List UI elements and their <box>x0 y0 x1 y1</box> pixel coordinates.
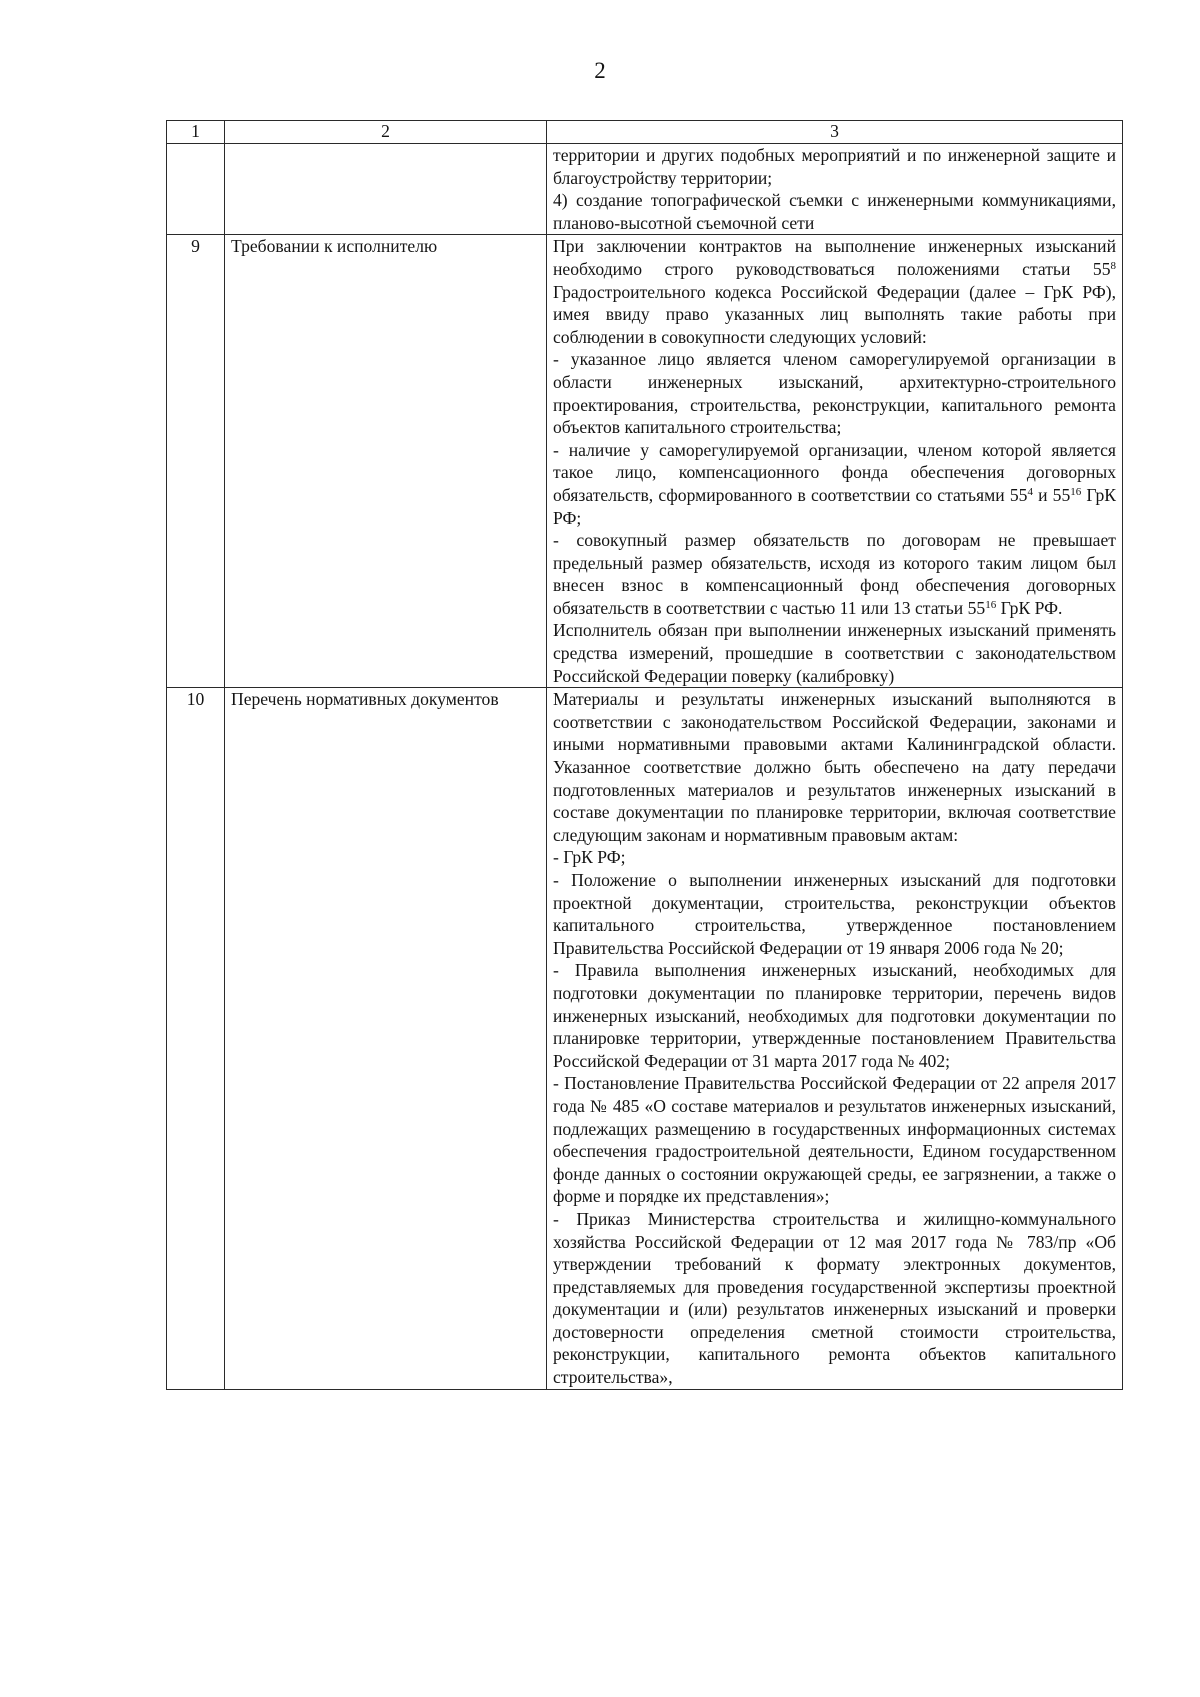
row-label-cell <box>225 144 547 235</box>
table-header-row <box>167 121 1123 144</box>
content-paragraph: Исполнитель обязан при выполнении инженерных изысканий применять средства измерений, прошедшие в соответствии с законодательством Российской Федерации поверку (калибровку) <box>553 620 1116 686</box>
superscript: 8 <box>1110 259 1116 272</box>
content-paragraph: - указанное лицо является членом саморегулируемой организации в области инженерных изысканий, архитектурно-строительного проектирования, строительства, реконструкции, капитального ремонта объектов капитального строительства; <box>553 349 1116 438</box>
row-number-cell: 10 <box>167 688 225 1389</box>
content-paragraph: - Приказ Министерства строительства и жилищно-коммунального хозяйства Российской Федерации от 12 мая 2017 года № 783/пр «Об утверждении требований к формату электронных документов, представляемых для проведения государственной экспертизы проектной документации и (или) результатов инженерных изысканий и проверки достоверности определения сметной стоимости строительства, реконструкции, капитального ремонта объектов капитального строительства», <box>553 1208 1116 1388</box>
content-paragraph: - Положение о выполнении инженерных изысканий для подготовки проектной документации, строительства, реконструкции объектов капитального строительства, утвержденное постановлением Правительства Российской Федерации от 19 января 2006 года № 20; <box>553 870 1116 958</box>
table-row-9 <box>167 235 1123 688</box>
content-paragraph: - Постановление Правительства Российской Федерации от 22 апреля 2017 года № 485 «О составе материалов и результатов инженерных изысканий, подлежащих размещению в государственных информационных системах обеспечения градостроительной деятельности, Едином государственном фонде данных о состоянии окружающей среды, ее загрязнении, а также о форме и порядке их представления»; <box>553 1073 1116 1207</box>
column-header-3: 3 <box>547 121 1123 144</box>
table-row-continuation <box>167 144 1123 235</box>
content-paragraph: - совокупный размер обязательств по договорам не превышает предельный размер обязательств, исходя из которого таким лицом был внесен взнос в компенсационный фонд обеспечения договорных обязательств в соответствии с частью 11 или 13 статьи $55^{16}$ ГрК РФ. <box>553 530 1116 618</box>
row-content-cell <box>547 688 1123 1389</box>
superscript: 16 <box>985 598 997 611</box>
row-number-cell <box>167 144 225 235</box>
page-number: 2 <box>594 58 606 83</box>
column-header-2: 2 <box>225 121 547 144</box>
row-content-cell <box>547 144 1123 235</box>
row-content-cell <box>547 235 1123 688</box>
superscript: 16 <box>1070 485 1082 498</box>
content-paragraph: - Правила выполнения инженерных изысканий, необходимых для подготовки документации по планировке территории, перечень видов инженерных изысканий, необходимых для подготовки документации по планировке территории, утвержденные постановлением Правительства Российской Федерации от 31 марта 2017 года № 402; <box>553 960 1116 1071</box>
content-paragraph: При заключении контрактов на выполнение инженерных изысканий необходимо строго руководствоваться положениями статьи $55^8$ Градостроительного кодекса Российской Федерации (далее – ГрК РФ), имея ввиду право указанных лиц выполнять такие работы при соблюдении в совокупности следующих условий: <box>553 236 1116 347</box>
row-label-cell: Требовании к исполнителю <box>225 235 547 688</box>
row-label-cell: Перечень нормативных документов <box>225 688 547 1389</box>
superscript: 4 <box>1027 485 1033 498</box>
row-number-cell: 9 <box>167 235 225 688</box>
content-paragraph: - ГрК РФ; <box>553 847 626 868</box>
content-paragraph: Материалы и результаты инженерных изысканий выполняются в соответствии с законодательством Российской Федерации, законами и иными нормативными правовыми актами Калининградской области. Указанное соответствие должно быть обеспечено на дату передачи подготовленных материалов и результатов инженерных изысканий в составе документации по планировке территории, включая соответствие следующим законам и нормативным правовым актам: <box>553 689 1116 845</box>
column-header-1: 1 <box>167 121 225 144</box>
content-paragraph: - наличие у саморегулируемой организации, членом которой является такое лицо, компенсационного фонда обеспечения договорных обязательств, сформированного в соответствии со статьями $55^4$ и $55^{16}$ ГрК РФ; <box>553 439 1116 528</box>
requirements-table <box>166 120 1123 1390</box>
content-paragraph: территории и других подобных мероприятий и по инженерной защите и благоустройству территории; <box>553 145 1116 188</box>
content-paragraph: 4) создание топографической съемки с инженерными коммуникациями, планово-высотной съемочной сети <box>553 190 1116 233</box>
table-row-10 <box>167 688 1123 1389</box>
